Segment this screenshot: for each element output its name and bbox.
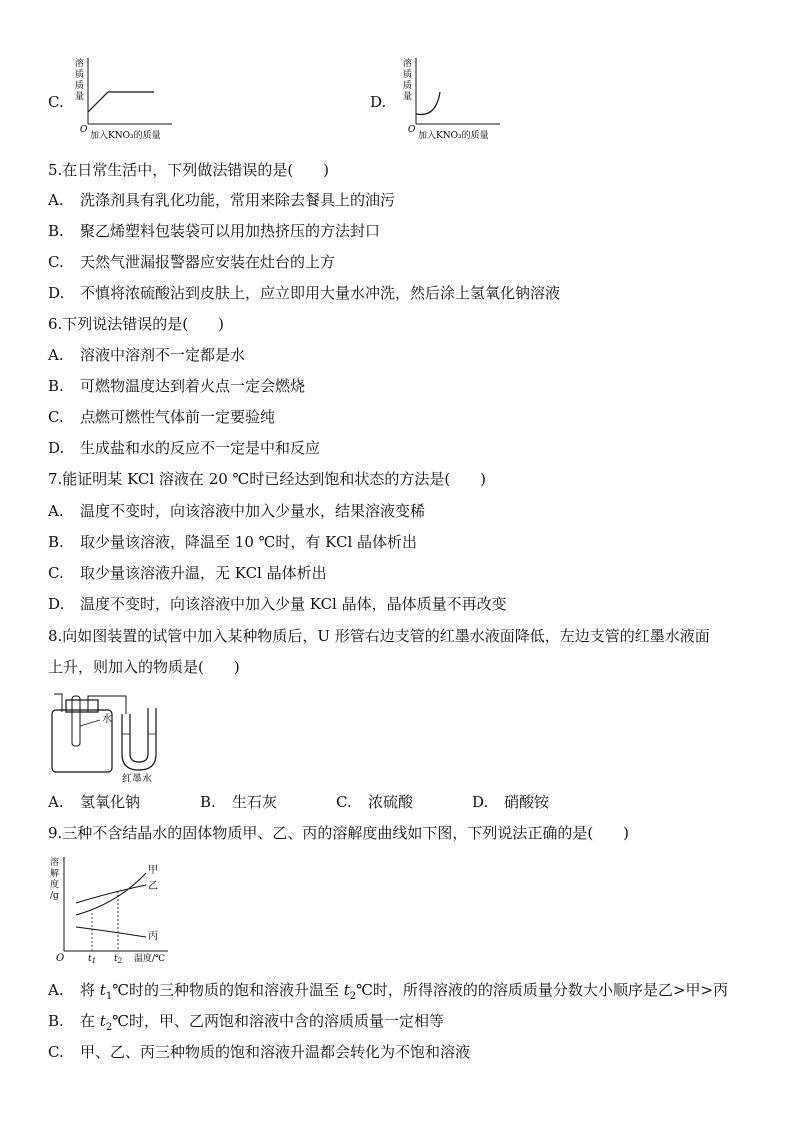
chart-d-y-label-3: 质 bbox=[403, 81, 413, 91]
option-text: 天然气泄漏报警器应安装在灶台的上方 bbox=[80, 253, 336, 271]
chart-c-y-label-3: 质 bbox=[75, 81, 85, 91]
q9-option-b bbox=[48, 1011, 444, 1038]
option-letter: C. bbox=[48, 564, 64, 582]
curve-jia bbox=[76, 873, 146, 915]
chart-d-origin: O bbox=[408, 125, 416, 135]
temp-symbol: t bbox=[99, 981, 106, 999]
chart-d-curve bbox=[416, 92, 440, 115]
series-label-yi: 乙 bbox=[148, 881, 158, 892]
q7-stem: 7.能证明某 KCl 溶液在 20 ℃时已经达到饱和状态的方法是( ) bbox=[48, 470, 487, 488]
q6-option-c bbox=[48, 407, 275, 427]
chart-c-y-label-2: 质 bbox=[75, 70, 85, 80]
option-text: 在 bbox=[80, 1012, 100, 1030]
q8-apparatus-figure bbox=[48, 690, 188, 786]
q5-option-b bbox=[48, 221, 380, 241]
ink-label: 红墨水 bbox=[122, 774, 152, 782]
q8-options-row bbox=[48, 792, 549, 812]
q8-stem-line2: 上升，则加入的物质是( ) bbox=[48, 658, 240, 676]
q7-option-b bbox=[48, 532, 417, 552]
option-letter: A. bbox=[48, 981, 64, 999]
option-letter: D. bbox=[472, 793, 489, 811]
chart-d-y-label-2: 质 bbox=[403, 70, 413, 80]
chart-c-y-label-4: 量 bbox=[75, 92, 85, 102]
option-letter: A. bbox=[48, 191, 64, 209]
chart-y-label-2: 解 bbox=[50, 869, 60, 879]
q9-solubility-chart bbox=[48, 855, 188, 971]
chart-d-x-label: 加入KNO₃的质量 bbox=[418, 131, 489, 140]
option-letter: A. bbox=[48, 346, 64, 364]
option-text: 将 bbox=[80, 981, 100, 999]
chart-origin: O bbox=[56, 953, 65, 964]
temp-subscript: 1 bbox=[105, 991, 113, 1002]
temp-symbol: t bbox=[99, 1012, 106, 1030]
q9-option-a bbox=[48, 980, 728, 1007]
option-text: ℃时，所得溶液的的溶质质量分数大小顺序是乙>甲>丙 bbox=[356, 981, 729, 999]
q6-option-b bbox=[48, 376, 305, 396]
option-letter: B. bbox=[48, 1012, 64, 1030]
chart-y-label-1: 溶 bbox=[50, 858, 60, 868]
q9-option-c bbox=[48, 1042, 470, 1062]
option-text: 可燃物温度达到着火点一定会燃烧 bbox=[80, 377, 306, 395]
q7-option-c bbox=[48, 563, 327, 583]
option-letter: C. bbox=[48, 408, 64, 426]
q4-chart-c bbox=[72, 56, 182, 144]
option-text: 生成盐和水的反应不一定是中和反应 bbox=[80, 439, 321, 457]
option-text: 不慎将浓硫酸沾到皮肤上，应立即用大量水冲洗，然后涂上氢氧化钠溶液 bbox=[80, 284, 561, 302]
connecting-tube bbox=[88, 696, 126, 714]
q5-option-d bbox=[48, 283, 560, 303]
series-label-jia: 甲 bbox=[148, 865, 158, 876]
option-letter: C. bbox=[48, 1043, 64, 1061]
chart-x-label: 温度/℃ bbox=[134, 954, 166, 964]
chart-y-label-3: 度 bbox=[50, 880, 60, 890]
option-letter: A. bbox=[48, 793, 64, 811]
q5-option-a bbox=[48, 190, 395, 210]
option-text: 浓硫酸 bbox=[368, 793, 414, 811]
option-text: 温度不变时，向该溶液中加入少量 KCl 晶体，晶体质量不再改变 bbox=[80, 595, 507, 613]
option-text: 甲、乙、丙三种物质的饱和溶液升温都会转化为不饱和溶液 bbox=[80, 1043, 471, 1061]
curve-bing bbox=[76, 927, 146, 937]
option-text: 生石灰 bbox=[232, 793, 278, 811]
chart-d-y-label-4: 量 bbox=[403, 92, 413, 102]
temp-symbol: t bbox=[343, 981, 350, 999]
option-text: 温度不变时，向该溶液中加入少量水，结果溶液变稀 bbox=[80, 502, 426, 520]
option-letter: A. bbox=[48, 502, 64, 520]
q7-option-a bbox=[48, 501, 425, 521]
option-letter: B. bbox=[48, 222, 64, 240]
u-tube-inner bbox=[130, 708, 148, 762]
water-label: 水 bbox=[102, 714, 112, 725]
option-letter: D. bbox=[48, 439, 65, 457]
water-pointer bbox=[80, 720, 100, 726]
option-letter: D. bbox=[48, 284, 65, 302]
series-label-bing: 丙 bbox=[148, 931, 158, 942]
q9-stem: 9.三种不含结晶水的固体物质甲、乙、丙的溶解度曲线如下图，下列说法正确的是( ) bbox=[48, 824, 630, 842]
option-text: 点燃可燃性气体前一定要验纯 bbox=[80, 408, 276, 426]
option-text: 取少量该溶液升温，无 KCl 晶体析出 bbox=[80, 564, 327, 582]
q4-chart-d bbox=[400, 56, 510, 144]
test-tube bbox=[72, 696, 80, 746]
chart-y-label-4: /g bbox=[50, 891, 59, 901]
option-text: 氢氧化钠 bbox=[80, 793, 141, 811]
temp-subscript: 2 bbox=[349, 991, 357, 1002]
q7-option-d bbox=[48, 594, 507, 614]
tick-t2: $t_2$ bbox=[114, 954, 123, 965]
q6-option-d bbox=[48, 438, 320, 458]
option-text: ℃时，甲、乙两饱和溶液中含的溶质质量一定相等 bbox=[112, 1012, 444, 1030]
chart-c-origin: O bbox=[80, 125, 88, 135]
option-text: 洗涤剂具有乳化功能，常用来除去餐具上的油污 bbox=[80, 191, 396, 209]
q6-option-a bbox=[48, 345, 245, 365]
option-text: ℃时的三种物质的饱和溶液升温至 bbox=[112, 981, 344, 999]
chart-c-curve bbox=[88, 92, 154, 112]
option-letter: B. bbox=[48, 377, 64, 395]
chart-d-y-label-1: 溶 bbox=[403, 59, 413, 69]
option-text: 硝酸铵 bbox=[504, 793, 550, 811]
tick-t1: $t_1$ bbox=[88, 954, 97, 965]
q5-stem: 5.在日常生活中，下列做法错误的是( ) bbox=[48, 161, 330, 179]
option-letter: C. bbox=[336, 793, 352, 811]
chart-c-x-label: 加入KNO₃的质量 bbox=[90, 131, 161, 140]
q4-option-c-label: C. bbox=[48, 93, 64, 111]
option-letter: D. bbox=[48, 595, 65, 613]
option-letter: C. bbox=[48, 253, 64, 271]
option-letter: B. bbox=[200, 793, 216, 811]
option-text: 取少量该溶液，降温至 10 ℃时，有 KCl 晶体析出 bbox=[80, 533, 418, 551]
q8-stem-line1: 8.向如图装置的试管中加入某种物质后，U 形管右边支管的红墨水液面降低，左边支管的红墨水液面 bbox=[48, 627, 710, 645]
option-letter: B. bbox=[48, 533, 64, 551]
u-tube-outer bbox=[122, 708, 156, 770]
option-text: 聚乙烯塑料包装袋可以用加热挤压的方法封口 bbox=[80, 222, 381, 240]
q6-stem: 6.下列说法错误的是( ) bbox=[48, 315, 225, 333]
chart-c-y-label-1: 溶 bbox=[75, 59, 85, 69]
q4-option-d-label: D. bbox=[370, 93, 387, 111]
bottle-tube-left bbox=[54, 694, 62, 712]
q5-option-c bbox=[48, 252, 335, 272]
temp-subscript: 2 bbox=[105, 1022, 113, 1033]
option-text: 溶液中溶剂不一定都是水 bbox=[80, 346, 246, 364]
